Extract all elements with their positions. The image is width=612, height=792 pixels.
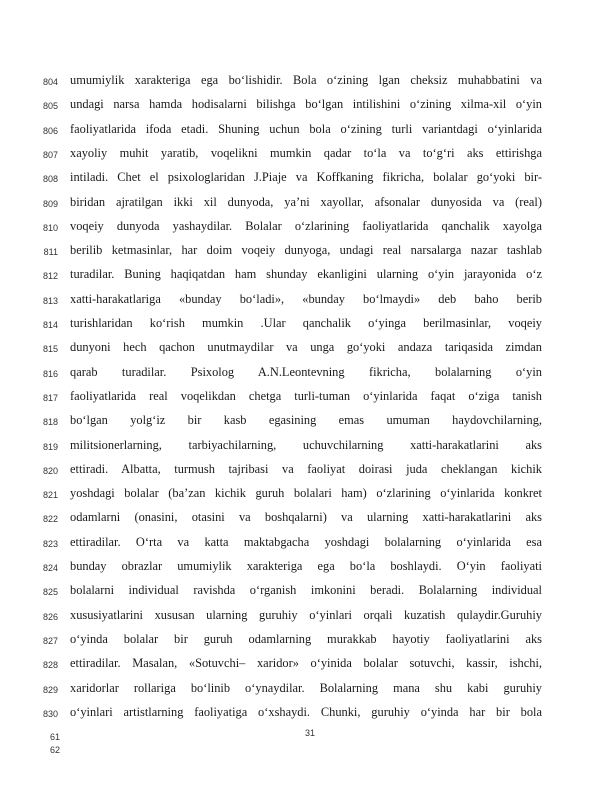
line-number: 829 — [42, 684, 58, 695]
line-text: bolalarni individual ravishda o‘rganish imkonini beradi. Bolalarning individual — [70, 583, 542, 598]
footer-line-number-1: 61 — [49, 732, 60, 742]
line-number: 807 — [42, 149, 58, 160]
line-text: yoshdagi bolalar (ba’zan kichik guruh bolalari ham) o‘zlarining o‘yinlarida konkret — [70, 486, 542, 501]
line-text: turishlaridan ko‘rish mumkin .Ular qanchalik o‘yinga berilmasinlar, voqeiy — [70, 316, 542, 330]
line-number: 825 — [42, 587, 58, 598]
line-number: 828 — [42, 660, 58, 671]
line-number: 816 — [42, 368, 58, 379]
line-text: odamlarni (onasini, otasini va boshqalarni) va ularning xatti-harakatlarini aks — [70, 510, 542, 525]
line-text: faoliyatlarida real voqelikdan chetga turli-tuman o‘yinlarida faqat o‘ziga tanish — [70, 388, 542, 403]
text-line — [0, 700, 612, 728]
line-number: 818 — [42, 417, 58, 428]
line-text: o‘yinda bolalar bir guruh odamlarning murakkab hayotiy faoliyatlarini aks — [70, 631, 542, 646]
line-text: turadilar. Buning haqiqatdan ham shunday ekanligini ularning o‘yin jarayonida o‘z — [70, 267, 542, 282]
line-number: 827 — [42, 635, 58, 646]
line-number: 815 — [42, 344, 58, 355]
line-number: 805 — [42, 101, 58, 112]
line-number: 817 — [42, 392, 58, 403]
line-text: militsionerlarning, tarbiyachilarning, uchuvchilarning xatti-harakatlarini aks — [70, 437, 542, 452]
line-number: 830 — [42, 708, 58, 719]
line-text: o‘yinlari artistlarning faoliyatiga o‘xshaydi. Chunki, guruhiy o‘yinda har bir bola — [70, 704, 542, 719]
line-text: bunday obrazlar umumiylik xarakteriga ega bo‘la boshlaydi. O‘yin faoliyati — [70, 559, 542, 573]
line-text: faoliyatlarida ifoda etadi. Shuning uchun bola o‘zining turli variantdagi o‘yinlarida — [70, 121, 542, 136]
line-number: 820 — [42, 465, 58, 476]
line-text: ettiradi. Albatta, turmush tajribasi va faoliyat doirasi juda cheklangan kichik — [70, 461, 542, 476]
line-number: 806 — [42, 125, 58, 136]
line-text: biridan ajratilgan ikki xil dunyoda, ya’ni xayollar, afsonalar dunyosida va (real) — [70, 194, 542, 209]
line-text: dunyoni hech qachon unutmaydilar va unga go‘yoki andaza tariqasida zimdan — [70, 340, 542, 355]
line-text: xaridorlar rollariga bo‘linib o‘ynaydilar. Bolalarning mana shu kabi guruhiy — [70, 680, 542, 695]
line-text: ettiradilar. Masalan, «Sotuvchi– xaridor» o‘yinida bolalar sotuvchi, kassir, ishchi, — [70, 656, 542, 671]
line-number: 821 — [42, 490, 58, 501]
line-number: 826 — [42, 611, 58, 622]
line-number: 824 — [42, 563, 58, 573]
line-number: 811 — [43, 247, 58, 258]
line-number: 822 — [42, 514, 58, 525]
line-text: qarab turadilar. Psixolog A.N.Leontevning fikricha, bolalarning o‘yin — [70, 364, 542, 379]
line-number: 809 — [42, 198, 58, 209]
line-text: umumiylik xarakteriga ega bo‘lishidir. Bola o‘zining lgan cheksiz muhabbatini va — [70, 73, 542, 87]
line-number: 804 — [42, 77, 58, 87]
page-number: 31 — [304, 728, 315, 738]
line-text: xayoliy muhit yaratib, voqelikni mumkin qadar to‘la va to‘g‘ri aks ettirishga — [70, 145, 542, 160]
footer-line-number-2: 62 — [49, 745, 60, 755]
line-number: 819 — [42, 441, 58, 452]
line-number: 813 — [42, 295, 58, 306]
line-text: bo‘lgan yolg‘iz bir kasb egasining emas umuman haydovchilarning, — [70, 413, 542, 428]
line-text: voqeiy dunyoda yashaydilar. Bolalar o‘zlarining faoliyatlarida qanchalik xayolga — [70, 218, 542, 233]
line-text: xatti-harakatlariga «bunday bo‘ladi», «bunday bo‘lmaydi» deb baho berib — [70, 291, 542, 306]
line-text: ettiradilar. O‘rta va katta maktabgacha yoshdagi bolalarning o‘yinlarida esa — [70, 534, 542, 549]
line-number: 808 — [42, 174, 58, 185]
line-text: undagi narsa hamda hodisalarni bilishga bo‘lgan intilishini o‘zining xilma-xil o‘yin — [70, 97, 542, 112]
line-text: intiladi. Chet el psixologlaridan J.Piaje va Koffkaning fikricha, bolalar go‘yoki bir- — [70, 170, 542, 185]
line-text: xususiyatlarini xususan ularning guruhiy o‘yinlari orqali kuzatish qulaydir.Guruhiy — [70, 607, 542, 622]
line-number: 812 — [42, 271, 58, 282]
line-text: berilib ketmasinlar, har doim voqeiy dunyoga, undagi real narsalarga nazar tashlab — [70, 243, 542, 258]
line-number: 810 — [42, 222, 58, 233]
line-number: 814 — [42, 320, 58, 330]
line-number: 823 — [42, 538, 58, 549]
